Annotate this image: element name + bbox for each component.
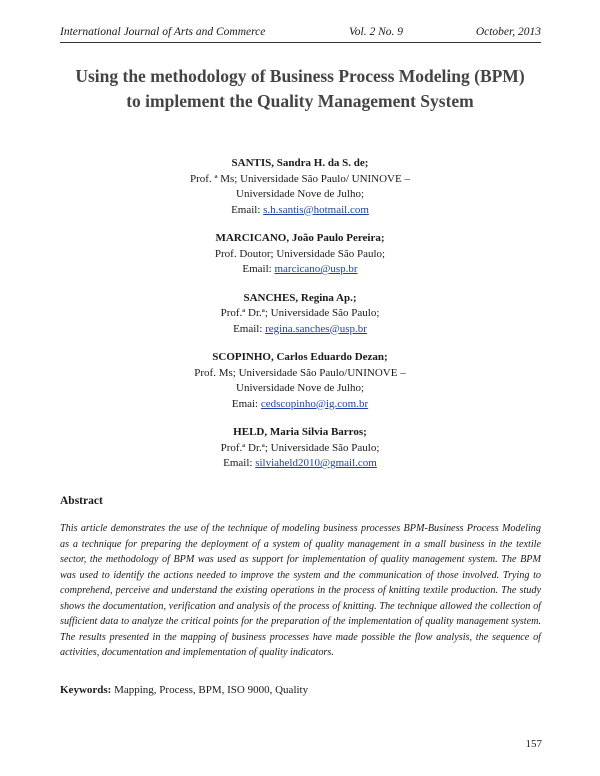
author-block [100,350,500,412]
email-label: Email: [223,457,256,469]
volume-number: Vol. 2 No. 9 [349,26,403,38]
author-email-link[interactable]: marcicano@usp.br [274,263,358,275]
running-header [60,26,541,40]
email-label: Email: [231,203,264,216]
author-name: SCOPINHO, Carlos Eduardo Dezan; [212,351,388,363]
abstract-text: This article demonstrates the use of the technique of modeling business processes BPM-Business Process Modeling as a technique for preparing the deployment of a system of quality management in a small business in the textile sector, the methodology of BPM was used as support for implementation of quality management system. The BPM was used to identify the actions needed to improve the system and the communication of those involved. Trying to comprehend, perceive and understand the existing operations in the process of knitting textile production. The study shows the documentation, verification and analysis of the process of knitting. The technique allowed the collection of sufficient data to analyze the critical points for the preparation of the implementation of quality management system. The results presented in the mapping of business processes have made possible the flow analysis, the sequence of activities, documentation and implementation of quality indicators. [60,523,541,658]
author-block [100,425,500,472]
author-email-link[interactable]: cedscopinho@ig.com.br [260,397,369,410]
paper-title [40,64,560,114]
author-affiliation: Prof. ª Ms; Universidade São Paulo/ UNINOVE – [190,172,410,185]
email-label: Emai: [231,397,261,410]
author-email-link[interactable]: silviaheld2010@gmail.com [255,457,377,469]
author-name: MARCICANO, João Paulo Pereira; [215,232,385,244]
title-line-2: to implement the Quality Management System [126,91,474,111]
keywords-line [60,684,541,696]
author-email-link[interactable]: s.h.santis@hotmail.com [263,203,369,216]
author-affiliation: Universidade Nove de Julho; [236,188,364,200]
issue-date: October, 2013 [475,26,541,38]
author-email-link[interactable]: regina.sanches@usp.br [265,322,367,335]
author-affiliation: Prof. Ms; Universidade São Paulo/UNINOVE – [194,366,406,379]
email-label: Email: [242,263,275,275]
author-affiliation: Prof. Doutor; Universidade São Paulo; [214,247,386,260]
author-affiliation: Universidade Nove de Julho; [236,382,364,394]
author-list [100,156,500,485]
keywords-text: Mapping, Process, BPM, ISO 9000, Quality [111,684,309,696]
author-affiliation: Prof.ª Dr.ª; Universidade São Paulo; [220,307,380,319]
author-name: HELD, Maria Silvia Barros; [233,426,367,438]
author-affiliation: Prof.ª Dr.ª; Universidade São Paulo; [220,441,380,454]
author-name: SANTIS, Sandra H. da S. de; [231,157,369,169]
author-block [100,291,500,338]
author-email-line [100,203,500,219]
author-email-line [100,322,500,338]
author-name: SANCHES, Regina Ap.; [243,291,357,304]
author-block [100,231,500,278]
title-line-1: Using the methodology of Business Process Modeling (BPM) [75,66,525,86]
author-email-line [100,456,500,472]
author-email-line [100,262,500,278]
author-email-line [100,397,500,413]
abstract-heading: Abstract [60,495,103,507]
header-rule [60,42,541,43]
keywords-label: Keywords: [60,684,112,696]
page-number: 157 [525,738,542,750]
journal-name: International Journal of Arts and Commerce [60,26,266,38]
author-block [100,156,500,218]
email-label: Email: [233,322,266,335]
